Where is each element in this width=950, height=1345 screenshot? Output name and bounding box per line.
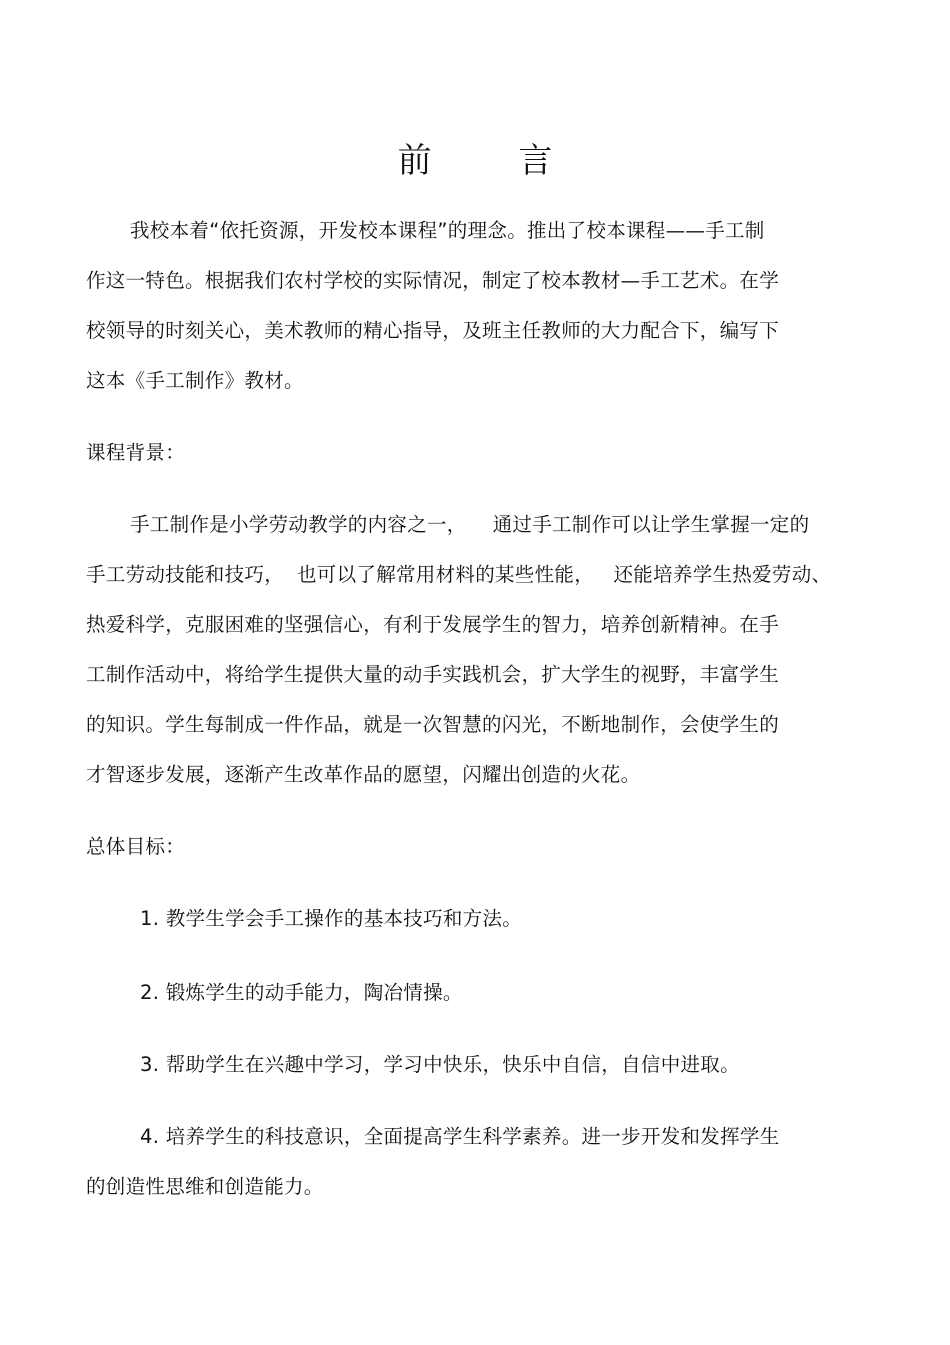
background-line: 工制作活动中，将给学生提供大量的动手实践机会，扩大学生的视野，丰富学生 [86, 663, 780, 686]
background-line: 手工制作是小学劳动教学的内容之一， 通过手工制作可以让学生掌握一定的 [130, 513, 810, 536]
intro-line: 这本《手工制作》教材。 [86, 369, 304, 392]
intro-line: 校领导的时刻关心，美术教师的精心指导，及班主任教师的大力配合下，编写下 [86, 319, 780, 342]
goal-item-2: 2. 锻炼学生的动手能力，陶冶情操。 [140, 981, 463, 1004]
goal-item-4: 4. 培养学生的科技意识，全面提高学生科学素养。进一步开发和发挥学生 [140, 1125, 780, 1148]
goal-item-1: 1. 教学生学会手工操作的基本技巧和方法。 [140, 907, 523, 930]
goals-heading: 总体目标： [86, 835, 186, 858]
background-line: 热爱科学，克服困难的坚强信心，有利于发展学生的智力，培养创新精神。在手 [86, 613, 780, 636]
intro-line: 我校本着“依托资源，开发校本课程”的理念。推出了校本课程——手工制 [130, 219, 765, 242]
background-line: 的知识。学生每制成一件作品，就是一次智慧的闪光，不断地制作，会使学生的 [86, 713, 780, 736]
page-title: 前 言 [397, 141, 591, 181]
intro-line: 作这一特色。根据我们农村学校的实际情况，制定了校本教材—手工艺术。在学 [86, 269, 780, 292]
background-line: 手工劳动技能和技巧， 也可以了解常用材料的某些性能， 还能培养学生热爱劳动、 [86, 563, 832, 586]
background-line: 才智逐步发展，逐渐产生改革作品的愿望，闪耀出创造的火花。 [86, 763, 641, 786]
goal-item-4-continued: 的创造性思维和创造能力。 [86, 1175, 324, 1198]
goal-item-3: 3. 帮助学生在兴趣中学习，学习中快乐，快乐中自信，自信中进取。 [140, 1053, 740, 1076]
background-heading: 课程背景： [86, 441, 186, 464]
